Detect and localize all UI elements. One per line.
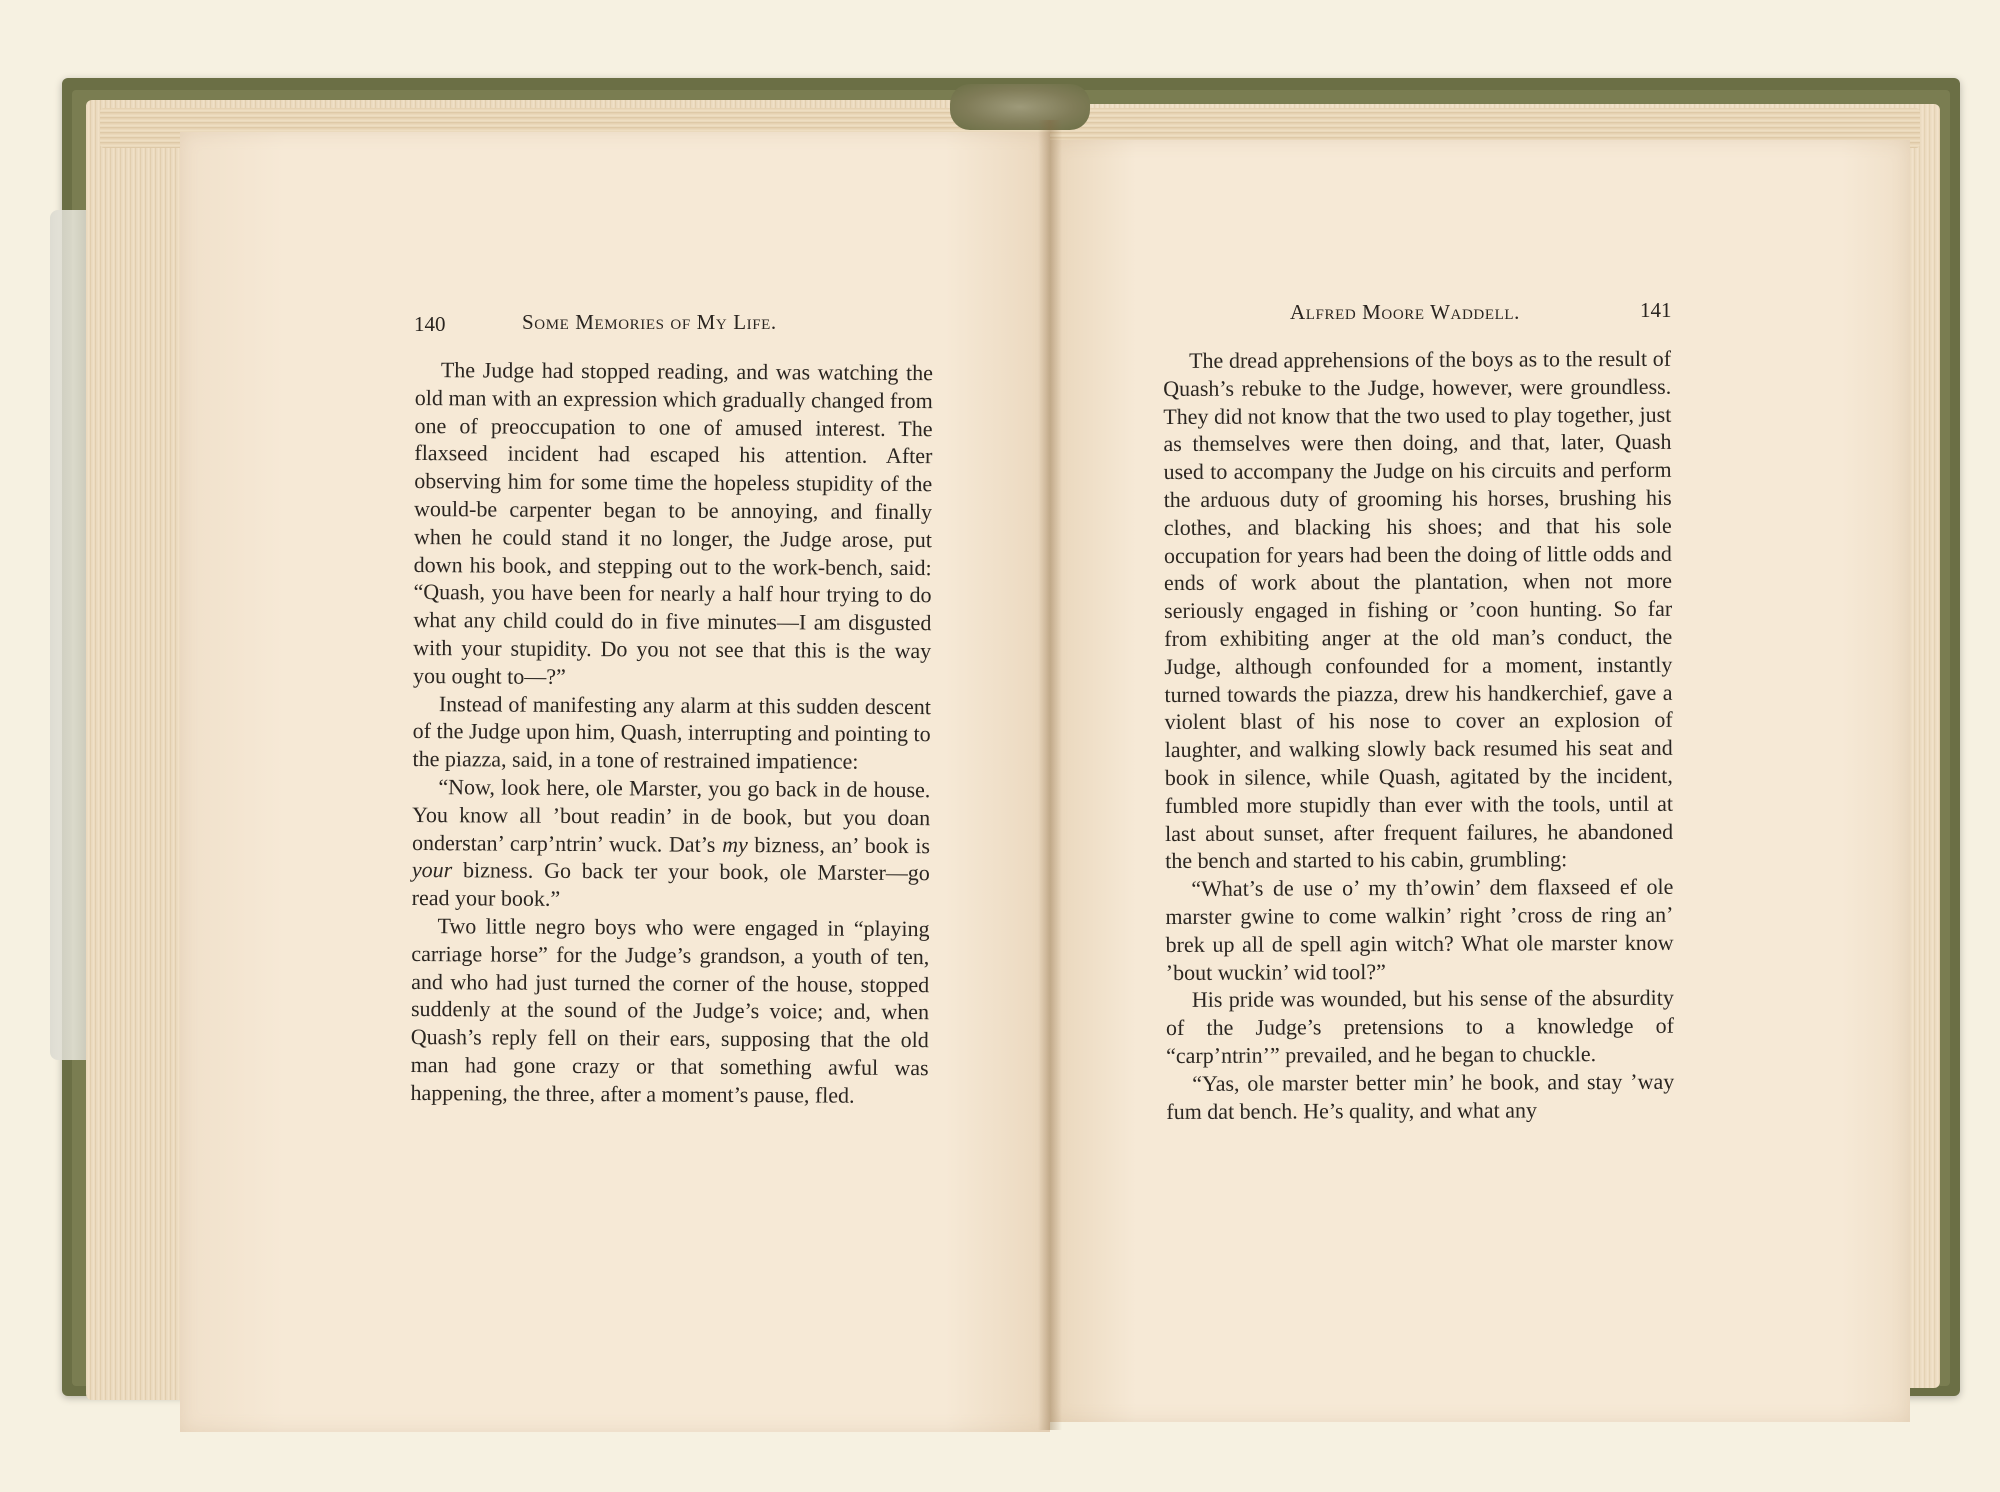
spine-headband — [950, 84, 1090, 130]
left-paragraph-1-segment: The Judge had stopped reading, and was watching the old man with an expression which gradually changed from one of preoccupation to one of amused interest. The flaxseed incident had escaped his attention. After observing him for some time the hopeless stupidity of the would-be carpenter began to be annoying, and finally when he could stand it no longer, the Judge arose, put down his book, and stepping out to the work-bench, said: “Quash, you have been for nearly a half hour trying to do what any child could do in five minutes—I am disgusted with your stupidity. Do you not see that this is the way you ought to—?” — [412, 357, 933, 689]
left-paragraph-3-segment: bizness, an’ book is — [747, 831, 931, 858]
left-paragraph-4-segment: Two little negro boys who were engaged in “playing carriage horse” for the Judge’s grandson, a youth of ten, and who had just turned the corner of the house, stopped suddenly at the sound of the Judge’s voice; and, when Quash’s reply fell on their ears, supposing that the old man had gone crazy or that something awful was happening, the three, after a moment’s pause, fled. — [410, 913, 930, 1108]
left-paragraph-1 — [413, 356, 933, 693]
right-paragraph-4 — [1166, 1067, 1674, 1125]
right-page-text — [1163, 345, 1674, 1126]
right-paragraph-1 — [1163, 345, 1673, 875]
left-paragraph-3-segment: bizness. Go back ter your book, ole Marster—go read your book.” — [411, 857, 930, 912]
right-paragraph-4-segment: “Yas, ole marster better min’ he book, and stay ’way fum dat bench. He’s quality, and what any — [1166, 1068, 1675, 1124]
left-paragraph-4 — [410, 912, 929, 1110]
left-paragraph-3-segment: “Now, look here, ole Marster, you go back in de house. You know all ’bout readin’ in de book, but you doan onderstan’ carp’ntrin’ wuck. Dat’s — [411, 774, 931, 857]
left-running-head: Some Memories of My Life. — [522, 310, 777, 334]
gutter-shadow — [1038, 120, 1062, 1430]
right-running-head: Alfred Moore Waddell. — [1290, 300, 1520, 324]
right-paragraph-1-segment: The dread apprehensions of the boys as to the result of Quash’s rebuke to the Judge, however, were groundless. They did not know that the two used to play together, just as themselves were then doing, and that, later, Quash used to accompany the Judge on his circuits and perform the arduous duty of grooming his horses, brushing his clothes, and blacking his shoes; and that his sole occupation for years had been the doing of little odds and ends of work about the plantation, when not more seriously engaged in fishing or ’coon hunting. So far from exhibiting anger at the old man’s conduct, the Judge, although confounded for a moment, instantly turned towards the piazza, drew his handkerchief, gave a violent blast of his nose to cover an explosion of laughter, and walking slowly back resumed his seat and book in silence, while Quash, agitated by the incident, fumbled more stupidly than ever with the tools, until at last about sunset, after frequent failures, he abandoned the bench and started to his cabin, grumbling: — [1163, 345, 1674, 874]
left-paragraph-3-segment: your — [411, 857, 453, 883]
right-paragraph-2-segment: “What’s de use o’ my th’owin’ dem flaxseed ef ole marster gwine to come walkin’ right ’cross de ring an’ brek up all de spell agin witch? What ole marster know ’bout wuckin’ wid tool?” — [1165, 873, 1674, 985]
right-page-number: 141 — [1640, 298, 1672, 322]
left-page-text — [410, 356, 933, 1110]
right-paragraph-2 — [1165, 873, 1673, 986]
left-paragraph-3-segment: my — [722, 831, 748, 857]
left-paragraph-2-segment: Instead of manifesting any alarm at this sudden descent of the Judge upon him, Quash, interrupting and pointing to the piazza, said, in a tone of restrained impatience: — [412, 690, 931, 774]
left-page-number: 140 — [414, 312, 446, 336]
left-paragraph-3 — [412, 773, 931, 915]
left-paragraph-2 — [412, 690, 930, 777]
right-paragraph-3-segment: His pride was wounded, but his sense of the absurdity of the Judge’s pretensions to a knowledge of “carp’ntrin’” prevailed, and he began to chuckle. — [1165, 985, 1675, 1068]
right-paragraph-3 — [1166, 984, 1674, 1070]
